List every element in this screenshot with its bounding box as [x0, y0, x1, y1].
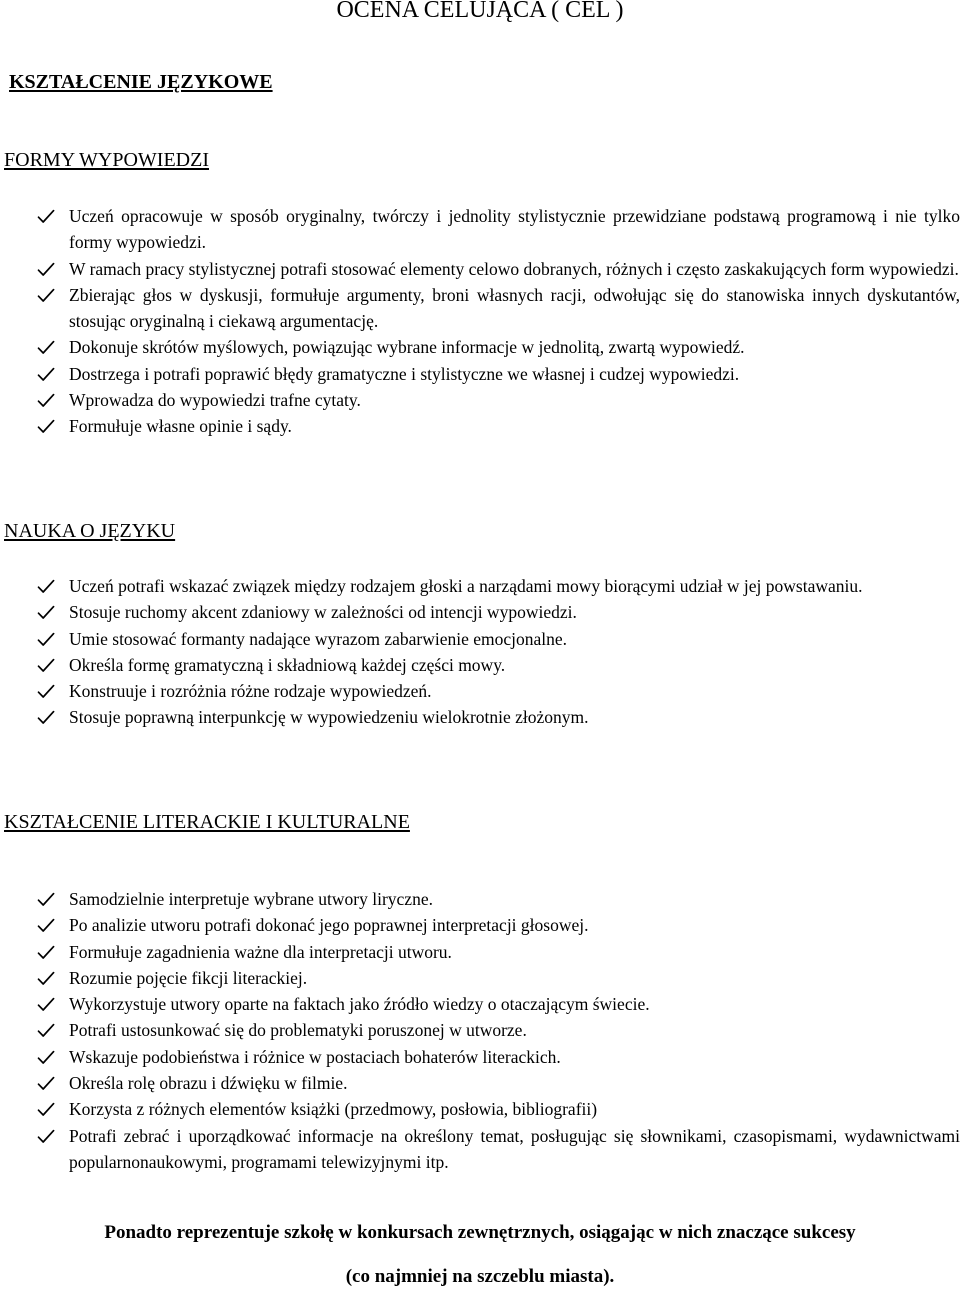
list-item-text: Potrafi zebrać i uporządkować informacje na określony temat, posługując się słownikami, czasopismami, wydawnictwami popularnonaukowymi, programami telewizyjnymi itp.: [69, 1125, 960, 1172]
checkmark-icon: [37, 361, 57, 387]
checkmark-icon: [37, 912, 57, 938]
checkmark-icon: [37, 282, 57, 308]
list-item: [0, 1096, 960, 1122]
checkmark-icon: [37, 1017, 57, 1043]
checkmark-icon: [37, 678, 57, 704]
list-nauka-o-jezyku: [0, 573, 960, 731]
checkmark-icon: [37, 626, 57, 652]
list-item-text: Dokonuje skrótów myślowych, powiązując wybrane informacje w jednolitą, zwartą wypowiedź.: [69, 337, 745, 358]
list-item: [0, 912, 960, 938]
list-item: [0, 334, 960, 360]
list-item-text: Określa formę gramatyczną i składniową każdej części mowy.: [69, 654, 506, 675]
list-item-text: Uczeń potrafi wskazać związek między rodzajem głoski a narządami mowy biorącymi udział w jej powstawaniu.: [69, 576, 863, 596]
list-item-text: Wykorzystuje utwory oparte na faktach jako źródło wiedzy o otaczającym świecie.: [69, 994, 650, 1015]
list-item-text: Potrafi ustosunkować się do problematyki poruszonej w utworze.: [69, 1020, 527, 1041]
list-item-text: Samodzielnie interpretuje wybrane utwory liryczne.: [69, 889, 433, 909]
heading-ksztalcenie-literackie: KSZTAŁCENIE LITERACKIE I KULTURALNE: [4, 811, 410, 833]
list-item: [0, 1123, 960, 1176]
checkmark-icon: [37, 652, 57, 678]
list-item-text: Formułuje własne opinie i sądy.: [69, 416, 292, 437]
list-item-text: Dostrzega i potrafi poprawić błędy gramatyczne i stylistyczne we własnej i cudzej wypowiedzi.: [69, 363, 740, 384]
list-item: [0, 282, 960, 335]
list-item: [0, 599, 960, 625]
checkmark-icon: [37, 704, 57, 730]
list-item-text: Zbierając głos w dyskusji, formułuje argumenty, broni własnych racji, odwołując się do stanowiska innych dyskutantów, stosując oryginalną i ciekawą argumentację.: [69, 284, 960, 332]
checkmark-icon: [37, 1123, 57, 1149]
list-item-text: Po analizie utworu potrafi dokonać jego poprawnej interpretacji głosowej.: [69, 915, 589, 936]
checkmark-icon: [37, 334, 57, 360]
list-item: [0, 704, 960, 730]
list-item: [0, 413, 960, 439]
checkmark-icon: [37, 203, 57, 229]
list-item: [0, 573, 960, 599]
heading-ksztalcenie-jezykowe: KSZTAŁCENIE JĘZYKOWE: [9, 71, 273, 93]
checkmark-icon: [37, 1096, 57, 1122]
list-item-text: Wprowadza do wypowiedzi trafne cytaty.: [69, 390, 361, 411]
list-item: [0, 387, 960, 413]
list-item-text: Uczeń opracowuje w sposób oryginalny, twórczy i jednolity stylistycznie przewidziane podstawą programową i nie tylko formy wypowiedzi.: [69, 206, 960, 253]
list-item-text: W ramach pracy stylistycznej potrafi stosować elementy celowo dobranych, różnych i często zaskakujących form wypowiedzi.: [69, 258, 959, 279]
list-item: [0, 965, 960, 991]
footer-note-line-2: (co najmniej na szczeblu miasta).: [345, 1266, 615, 1287]
checkmark-icon: [37, 965, 57, 991]
heading-formy-wypowiedzi: FORMY WYPOWIEDZI: [4, 149, 209, 171]
list-item-text: Wskazuje podobieństwa i różnice w postaciach bohaterów literackich.: [69, 1046, 561, 1067]
list-item-text: Formułuje zagadnienia ważne dla interpretacji utworu.: [69, 941, 452, 962]
checkmark-icon: [37, 599, 57, 625]
list-item: [0, 886, 960, 912]
list-item: [0, 256, 960, 282]
checkmark-icon: [37, 886, 57, 912]
list-item: [0, 361, 960, 387]
list-item: [0, 1044, 960, 1070]
list-item-text: Określa rolę obrazu i dźwięku w filmie.: [69, 1073, 348, 1094]
list-item: [0, 203, 960, 256]
list-item-text: Umie stosować formanty nadające wyrazom zabarwienie emocjonalne.: [69, 628, 568, 649]
checkmark-icon: [37, 939, 57, 965]
footer-note-line-1: Ponadto reprezentuje szkołę w konkursach zewnętrznych, osiągając w nich znaczące sukcesy: [104, 1222, 856, 1243]
list-item: [0, 1070, 960, 1096]
list-ksztalcenie-literackie: [0, 886, 960, 1175]
list-item: [0, 939, 960, 965]
checkmark-icon: [37, 387, 57, 413]
checkmark-icon: [37, 1070, 57, 1096]
list-item-text: Korzysta z różnych elementów książki (przedmowy, posłowia, bibliografii): [69, 1099, 598, 1120]
list-item: [0, 991, 960, 1017]
list-item-text: Stosuje poprawną interpunkcję w wypowiedzeniu wielokrotnie złożonym.: [69, 707, 589, 728]
list-item: [0, 678, 960, 704]
checkmark-icon: [37, 991, 57, 1017]
checkmark-icon: [37, 256, 57, 282]
checkmark-icon: [37, 1044, 57, 1070]
page-title: OCENA CELUJĄCA ( CEL ): [336, 0, 624, 23]
list-item-text: Rozumie pojęcie fikcji literackiej.: [69, 967, 308, 988]
list-item-text: Konstruuje i rozróżnia różne rodzaje wypowiedzeń.: [69, 681, 432, 702]
list-item-text: Stosuje ruchomy akcent zdaniowy w zależności od intencji wypowiedzi.: [69, 602, 577, 623]
list-item: [0, 626, 960, 652]
list-item: [0, 652, 960, 678]
list-item: [0, 1017, 960, 1043]
checkmark-icon: [37, 573, 57, 599]
checkmark-icon: [37, 413, 57, 439]
heading-nauka-o-jezyku: NAUKA O JĘZYKU: [4, 520, 176, 542]
list-formy-wypowiedzi: [0, 203, 960, 440]
